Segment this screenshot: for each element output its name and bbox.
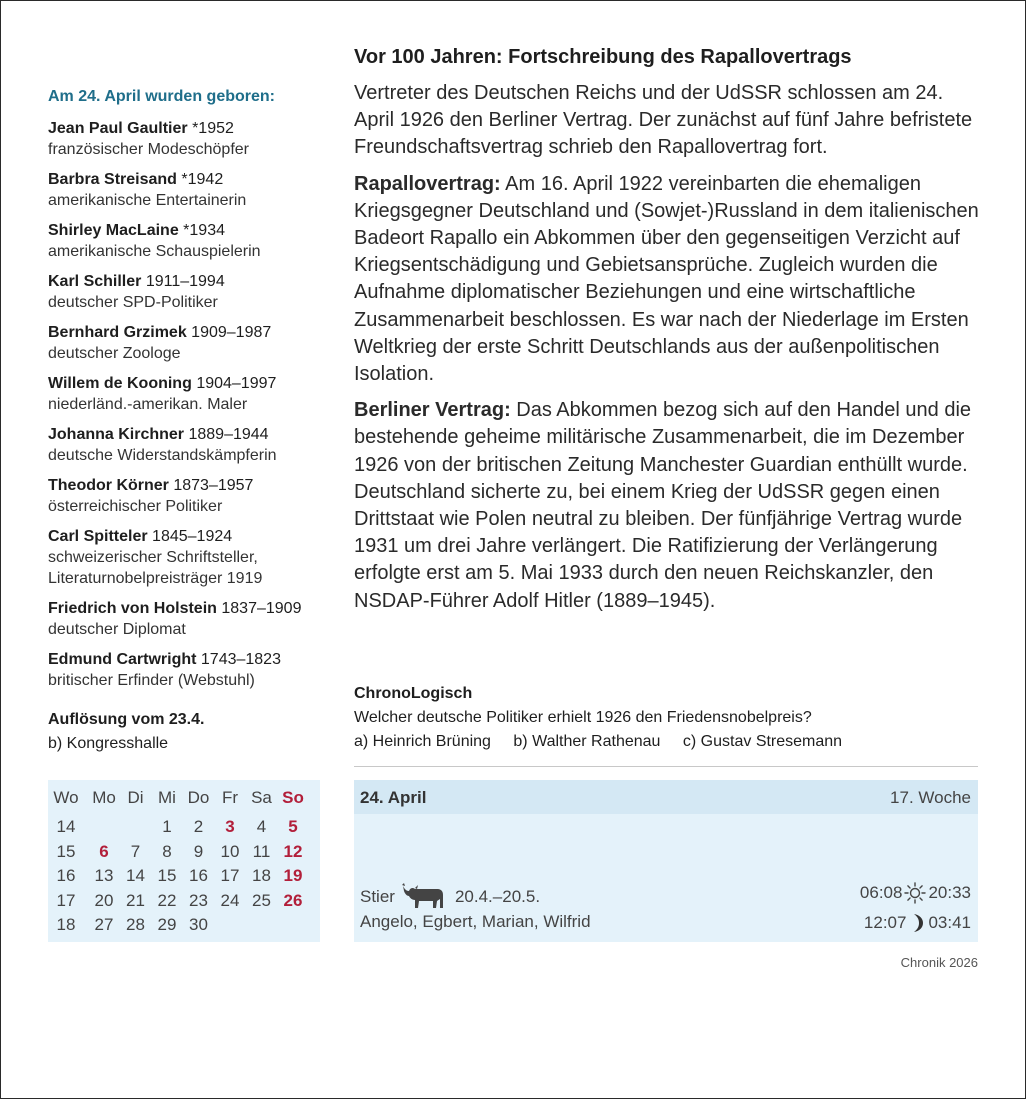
calendar-day: 15 <box>157 866 177 885</box>
birth-entry <box>48 271 348 313</box>
birth-entry <box>48 424 348 466</box>
calendar-day: 12 <box>283 841 303 861</box>
calendar-day: 10 <box>220 841 240 861</box>
sun-times <box>860 882 971 904</box>
person-dates: 1743–1823 <box>200 651 281 668</box>
person-description: deutscher Zoologe <box>48 345 181 362</box>
day-week: 17. Woche <box>890 788 971 807</box>
births-list <box>48 118 348 691</box>
person-name: Johanna Kirchner <box>48 426 185 443</box>
births-heading: Am 24. April wurden geboren: <box>48 88 275 105</box>
article-intro: Vertreter des Deutschen Reichs und der UdSSR schlossen am 24. April 1926 den Berliner Vertrag. Der zunächst auf fünf Jahre befristete Freundschaftsvertrag schrieb den Rapallovertrag fort. <box>354 82 973 159</box>
calendar-day: 6 <box>99 841 109 861</box>
chrono-answers <box>354 730 984 754</box>
person-dates: 1873–1957 <box>173 477 254 494</box>
article <box>354 44 984 624</box>
person-description: schweizerischer Schriftsteller, Literaturnobelpreisträger 1919 <box>48 549 263 587</box>
birth-entry <box>48 322 348 364</box>
calendar-day: 19 <box>283 866 303 885</box>
sunrise-time: 06:08 <box>859 883 903 902</box>
footer-credit: Chronik 2026 <box>900 955 978 970</box>
calendar-day: 23 <box>189 890 208 910</box>
person-dates: *1934 <box>183 222 225 239</box>
moon-times <box>864 912 971 934</box>
day-header <box>354 780 978 814</box>
week-number: 14 <box>56 817 76 836</box>
calendar-day: 27 <box>94 915 114 934</box>
calendar-day: 7 <box>130 841 141 861</box>
calendar-day: 5 <box>288 817 298 836</box>
weekday-header: Fr <box>221 788 239 807</box>
paragraph-text: Das Abkommen bezog sich auf den Handel und die bestehende geheime militärische Zusammenarbeit, die im Dezember 1926 von der britischen Zeitung Manchester Guardian enthüllt wurde. Deutschland sicherte zu, bei einem Krieg der UdSSR gegen einen Drittstaat wie Polen neutral zu bleiben. Der fünfjährige Vertrag wurde 1931 um drei Jahre verlängert. Die Ratifizierung der Verlängerung erfolgte erst am 5. Mai 1933 durch den neuen Reichskanzler, den NSDAP-Führer Adolf Hitler (1889–1945). <box>354 399 972 612</box>
person-description: amerikanische Schauspielerin <box>48 243 261 260</box>
week-number-column <box>48 780 84 942</box>
birth-entry <box>48 649 348 691</box>
paragraph-lead: Rapallovertrag: <box>354 172 501 195</box>
birth-entry <box>48 475 348 517</box>
moon-icon <box>908 912 926 934</box>
divider <box>354 766 978 767</box>
person-dates: 1889–1944 <box>188 426 269 443</box>
article-paragraph-rapallo <box>354 171 984 389</box>
person-name: Jean Paul Gaultier <box>48 120 188 137</box>
article-paragraph-berlin <box>354 397 984 615</box>
moonset-time: 03:41 <box>928 913 971 932</box>
calendar-day: 16 <box>189 866 208 885</box>
chrono-quiz <box>354 682 984 754</box>
weekday-header: Sa <box>251 788 272 807</box>
week-number: 15 <box>56 841 76 861</box>
paragraph-text: Am 16. April 1922 vereinbarten die ehemaligen Kriegsgegner Deutschland und (Sowjet-)Russland in dem italienischen Badeort Rapallo ein Abkommen über den gegenseitigen Verzicht auf Kriegsentschädigung und Gebietsansprüche. Zugleich wurden die Aufnahme diplomatischer Beziehungen und eine wirtschaftliche Zusammenarbeit beschlossen. Es war nach der Niederlage im Ersten Weltkrieg der erste Schritt Deutschlands aus der außenpolitischen Isolation. <box>354 172 979 386</box>
person-description: österreichischer Politiker <box>48 498 223 515</box>
calendar-day: 29 <box>157 915 177 934</box>
calendar-day: 28 <box>126 915 145 934</box>
weekday-header: So <box>282 788 304 807</box>
person-dates: 1911–1994 <box>145 273 225 290</box>
solution-title: Auflösung vom 23.4. <box>48 711 205 728</box>
person-name: Carl Spitteler <box>48 528 148 545</box>
person-description: niederländ.-amerikan. Maler <box>48 396 248 413</box>
weekday-header: Di <box>127 788 144 807</box>
bull-icon <box>401 882 447 912</box>
chrono-title: ChronoLogisch <box>354 685 473 702</box>
calendar-grid <box>88 780 320 942</box>
calendar-day: 24 <box>220 890 240 910</box>
calendar-day: 18 <box>252 866 271 885</box>
calendar-day: 26 <box>283 890 303 910</box>
week-number: 18 <box>56 915 76 934</box>
calendar-day: 20 <box>94 890 114 910</box>
person-name: Shirley MacLaine <box>48 222 179 239</box>
day-date: 24. April <box>360 788 427 807</box>
week-number: 16 <box>56 866 76 885</box>
person-dates: *1942 <box>181 171 224 188</box>
calendar-day: 2 <box>193 817 204 836</box>
person-dates: *1952 <box>192 120 234 137</box>
person-name: Theodor Körner <box>48 477 169 494</box>
person-dates: 1909–1987 <box>191 324 272 341</box>
person-description: deutscher Diplomat <box>48 621 186 638</box>
zodiac-name: Stier <box>360 887 395 906</box>
calendar-day: 8 <box>162 841 172 861</box>
weekday-header: Mo <box>92 788 116 807</box>
person-description: französischer Modeschöpfer <box>48 141 249 158</box>
calendar-day: 14 <box>126 866 145 885</box>
day-info-box <box>354 780 978 942</box>
calendar-day: 17 <box>220 866 240 885</box>
article-title: Vor 100 Jahren: Fortschreibung des Rapallovertrags <box>354 46 852 68</box>
zodiac-info <box>360 882 540 912</box>
chrono-answer-c: c) Gustav Stresemann <box>682 733 843 750</box>
name-days: Angelo, Egbert, Marian, Wilfrid <box>360 912 591 931</box>
birth-entry <box>48 220 348 262</box>
solution-section <box>48 708 338 756</box>
birth-entry <box>48 373 348 415</box>
person-description: britischer Erfinder (Webstuhl) <box>48 672 255 689</box>
calendar-day: 21 <box>126 890 145 910</box>
calendar-day: 1 <box>162 817 172 836</box>
person-description: amerikanische Entertainerin <box>48 192 247 209</box>
person-description: deutscher SPD-Politiker <box>48 294 218 311</box>
person-dates: 1845–1924 <box>152 528 233 545</box>
calendar-day: 30 <box>189 915 208 934</box>
sun-icon <box>904 882 926 904</box>
month-calendar <box>48 780 320 942</box>
calendar-day: 11 <box>252 841 271 861</box>
person-name: Barbra Streisand <box>48 171 177 188</box>
chrono-answer-b: b) Walther Rathenau <box>513 733 661 750</box>
birth-entry <box>48 526 348 589</box>
zodiac-range: 20.4.–20.5. <box>454 887 541 906</box>
chrono-answer-a: a) Heinrich Brüning <box>354 733 491 750</box>
solution-answer: b) Kongresshalle <box>48 735 169 752</box>
calendar-day: 25 <box>252 890 271 910</box>
sunset-time: 20:33 <box>928 883 971 902</box>
moonrise-time: 12:07 <box>863 913 907 932</box>
weekday-header: Mi <box>158 788 176 807</box>
person-name: Friedrich von Holstein <box>48 600 217 617</box>
person-name: Willem de Kooning <box>48 375 192 392</box>
calendar-day: 4 <box>256 817 267 836</box>
birth-entry <box>48 118 348 160</box>
calendar-day: 22 <box>157 890 177 910</box>
weekday-header: Do <box>187 788 210 807</box>
birth-entry <box>48 598 348 640</box>
birth-entry <box>48 169 348 211</box>
person-description: deutsche Widerstandskämpferin <box>48 447 277 464</box>
week-header: Wo <box>53 788 79 807</box>
calendar-day: 9 <box>193 841 204 861</box>
person-name: Bernhard Grzimek <box>48 324 187 341</box>
week-number: 17 <box>56 890 76 910</box>
person-name: Edmund Cartwright <box>48 651 197 668</box>
births-section <box>48 88 348 700</box>
person-name: Karl Schiller <box>48 273 142 290</box>
paragraph-lead: Berliner Vertrag: <box>354 399 511 422</box>
person-dates: 1837–1909 <box>221 600 302 617</box>
calendar-day: 3 <box>225 817 235 836</box>
chrono-question: Welcher deutsche Politiker erhielt 1926 den Friedensnobelpreis? <box>354 709 812 726</box>
person-dates: 1904–1997 <box>196 375 277 392</box>
calendar-day: 13 <box>94 866 114 885</box>
